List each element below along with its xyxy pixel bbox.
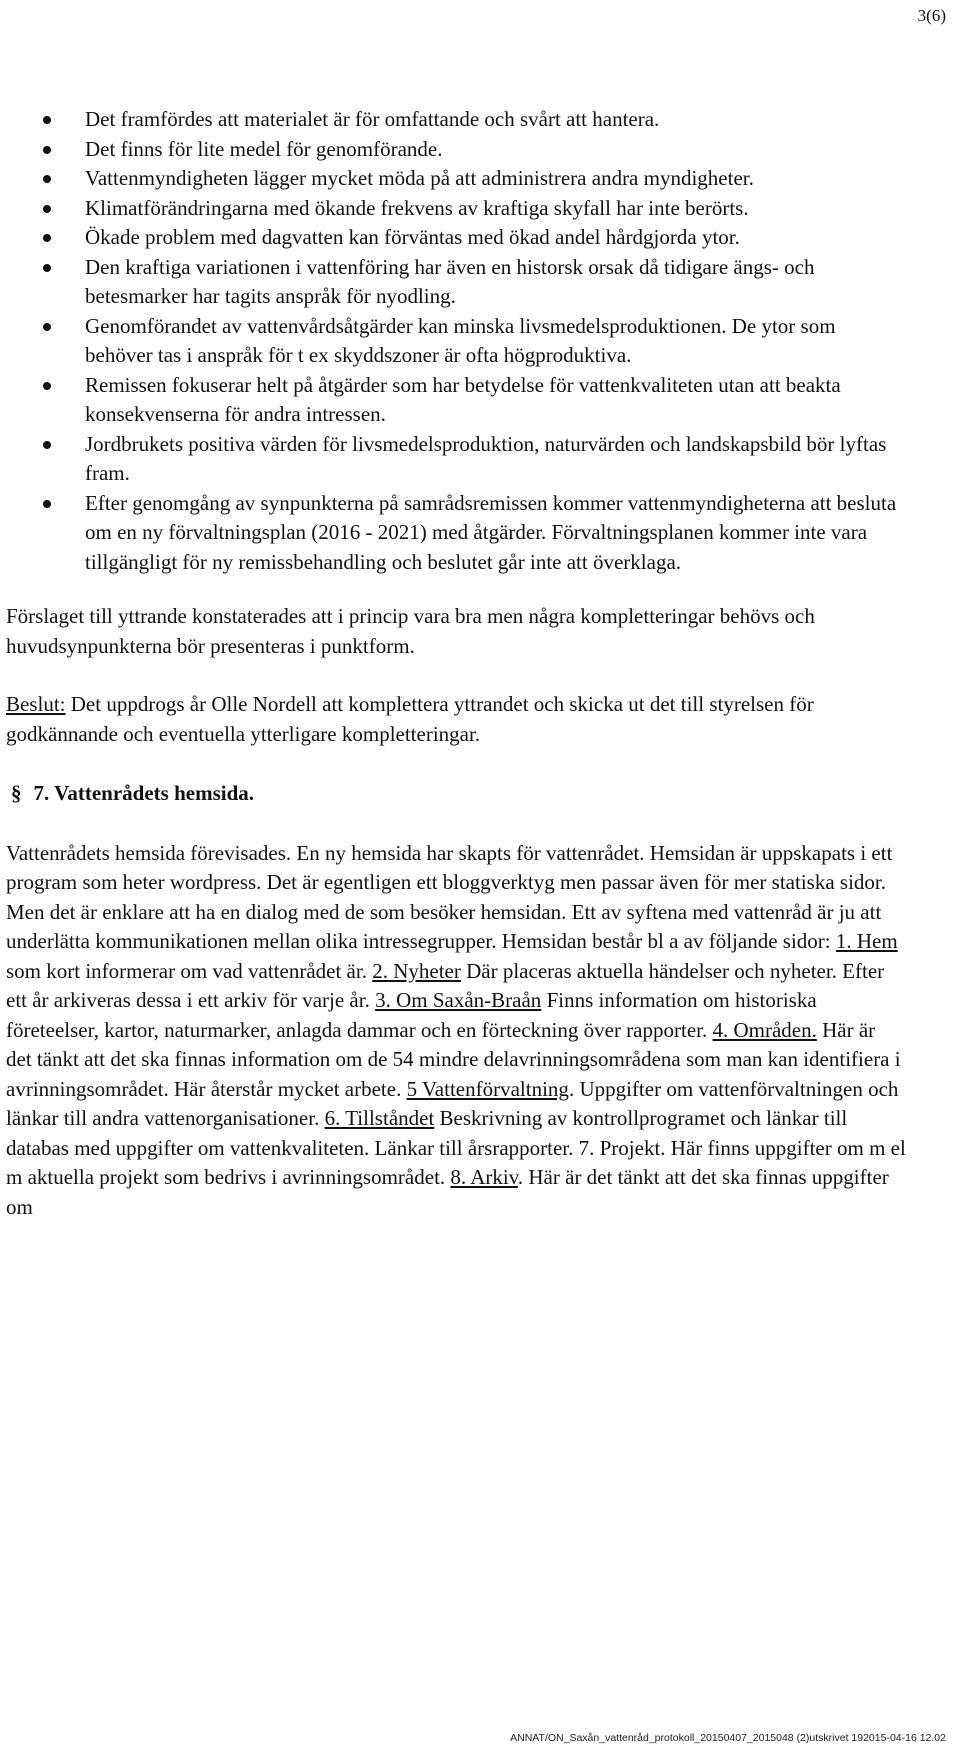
page-desc-vattenforvaltning: . Uppgifter om vattenförvaltningen och länkar till andra vattenorganisationer. bbox=[6, 1076, 899, 1130]
list-item bbox=[6, 164, 906, 194]
list-item-text: Efter genomgång av synpunkterna på samrådsremissen kommer vattenmyndigheterna att besluta om en ny förvaltningsplan (2016 - 2021) med åtgärder. Förvaltningsplanen kommer inte vara tillgängligt för ny remissbehandling och beslutet går inte att överklaga. bbox=[85, 490, 897, 574]
page-desc-nyheter: Där placeras aktuella händelser och nyheter. Efter ett år arkiveras dessa i ett arkiv för varje år. bbox=[6, 958, 885, 1012]
page-ref-nyheter: 2. Nyheter bbox=[372, 958, 461, 983]
bullet-icon bbox=[43, 500, 51, 508]
page-ref-hem: 1. Hem bbox=[835, 929, 898, 953]
footer-filename: ANNAT/ON_Saxån_vattenråd_protokoll_20150407_2015048 (2)utskrivet 192015-04-16 12.02 bbox=[510, 1732, 946, 1744]
decision-paragraph bbox=[6, 690, 906, 749]
list-item bbox=[6, 253, 906, 312]
section-title: 7. Vattenrådets hemsida. bbox=[33, 781, 255, 805]
list-item-text: Vattenmyndigheten lägger mycket möda på att administrera andra myndigheter. bbox=[85, 166, 754, 190]
list-item-text: Ökade problem med dagvatten kan förväntas med ökad andel hårdgjorda ytor. bbox=[85, 225, 740, 249]
list-item bbox=[6, 312, 906, 371]
website-paragraph bbox=[6, 839, 906, 1223]
page-desc-hem: som kort informerar om vad vattenrådet är. bbox=[6, 958, 373, 983]
list-item-text: Det framfördes att materialet är för omfattande och svårt att hantera. bbox=[85, 107, 660, 131]
list-item-text: Den kraftiga variationen i vattenföring har även en historsk orsak då tidigare ängs- och betesmarker har tagits anspråk för nyodling. bbox=[85, 254, 815, 308]
section-symbol: § bbox=[11, 781, 22, 805]
bullet-icon bbox=[43, 116, 51, 124]
list-item-text: Remissen fokuserar helt på åtgärder som har betydelse för vattenkvaliteten utan att beakta konsekvenserna för andra intressen. bbox=[85, 372, 841, 426]
page-ref-arkiv: 8. Arkiv bbox=[450, 1165, 518, 1189]
page-ref-omraden: 4. Områden. bbox=[712, 1017, 817, 1042]
list-item-text: Det finns för lite medel för genomförande. bbox=[85, 136, 443, 161]
list-item-text: Klimatförändringarna med ökande frekvens av kraftiga skyfall har inte berörts. bbox=[85, 195, 749, 220]
bullet-icon bbox=[43, 146, 51, 154]
list-item bbox=[6, 371, 906, 430]
decision-label: Beslut: bbox=[6, 692, 66, 716]
proposal-paragraph: Förslaget till yttrande konstaterades att i princip vara bra men några kompletteringar behövs och huvudsynpunkterna bör presenteras i punktform. bbox=[6, 604, 815, 658]
list-item bbox=[6, 489, 906, 578]
page-ref-vattenforvaltning: 5 Vattenförvaltning bbox=[406, 1076, 569, 1101]
list-item-text: Jordbrukets positiva värden för livsmedelsproduktion, naturvärden och landskapsbild bör lyftas fram. bbox=[85, 431, 887, 485]
page-desc-tillstandet: Beskrivning av kontrollprogramet och länkar till databas med uppgifter om vattenkvaliteten. Länkar till årsrapporter. 7. Projekt. Här finns uppgifter om m el m aktuella projekt som bedrivs i avrinningsområdet. bbox=[6, 1106, 906, 1189]
bullet-icon bbox=[43, 234, 51, 242]
section-heading bbox=[6, 779, 906, 809]
document-body bbox=[6, 105, 906, 1222]
page-desc-omraden: Här är det tänkt att det ska finnas information om de 54 mindre delavrinningsområdena som man kan identifiera i avrinningsområdet. Här återstår mycket arbete. bbox=[6, 1017, 901, 1101]
page-ref-om-saxan-braan: 3. Om Saxån-Braån bbox=[375, 988, 542, 1012]
page-number: 3(6) bbox=[917, 6, 946, 25]
list-item bbox=[6, 105, 906, 135]
website-intro: Vattenrådets hemsida förevisades. En ny hemsida har skapts för vattenrådet. Hemsidan är uppskapats i ett program som heter wordpress. Det är egentligen ett bloggverktyg men passar även för mer statiska sidor. Men det är enklare att ha en dialog med de som besöker hemsidan. Ett av syftena med vattenråd är ju att underlätta kommunikationen mellan olika intressegrupper. Hemsidan består bl a av följande sidor: bbox=[6, 840, 893, 953]
list-item bbox=[6, 223, 906, 253]
list-item-text: Genomförandet av vattenvårdsåtgärder kan minska livsmedelsproduktionen. De ytor som behöver tas i anspråk för t ex skyddszoner är ofta högproduktiva. bbox=[85, 313, 836, 367]
list-item bbox=[6, 194, 906, 224]
page-desc-arkiv: . Här är det tänkt att det ska finnas uppgifter om bbox=[6, 1165, 889, 1219]
bullet-list bbox=[6, 105, 906, 577]
bullet-icon bbox=[43, 441, 51, 449]
bullet-icon bbox=[43, 323, 51, 331]
page-desc-om-saxan-braan: Finns information om historiska företeelser, kartor, naturmarker, anlagda dammar och en förteckning över rapporter. bbox=[6, 988, 817, 1042]
bullet-icon bbox=[43, 382, 51, 390]
bullet-icon bbox=[43, 175, 51, 183]
list-item bbox=[6, 135, 906, 165]
bullet-icon bbox=[43, 205, 51, 213]
page-ref-tillstandet: 6. Tillståndet bbox=[324, 1106, 435, 1130]
decision-text: Det uppdrogs år Olle Nordell att komplettera yttrandet och skicka ut det till styrelsen för godkännande och eventuella ytterligare kompletteringar. bbox=[6, 692, 814, 746]
list-item bbox=[6, 430, 906, 489]
bullet-icon bbox=[43, 264, 51, 272]
